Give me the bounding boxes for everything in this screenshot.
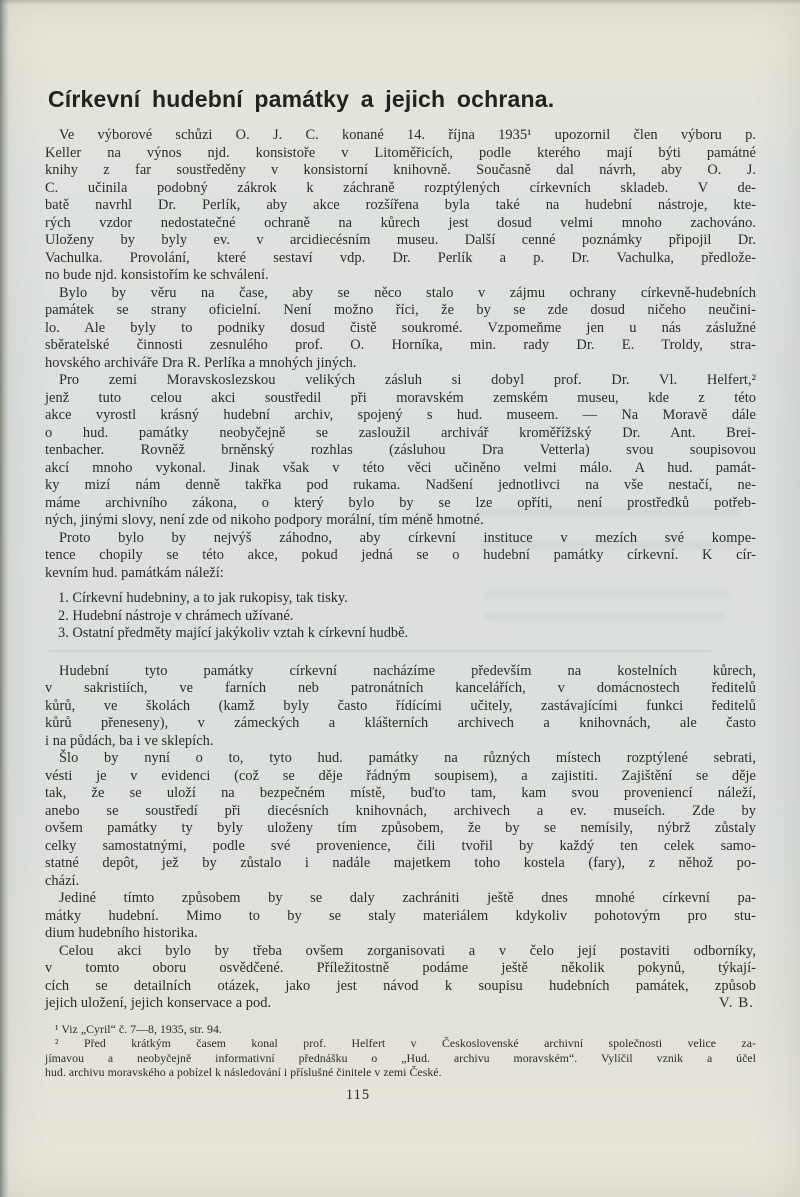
paragraph-line: lo. Ale byly to podniky dosud čistě soukromé. Vzpomeňme jen u nás záslužné [45,319,756,336]
paragraph-line: tak, že se uloží na bezpečném místě, buďto tam, kam svou proveniencí náleží, [45,785,756,801]
paragraph-line: batě navrhl Dr. Perlík, aby akce rozšířena byla také na hudební nástroje, kte- [45,197,756,213]
paragraph-line: Proto bylo by nejvýš záhodno, aby církevní instituce v mezích své kompe- [59,529,756,546]
paragraph [45,285,756,373]
paragraph [45,943,756,1013]
paragraph-line: vésti je v evidenci (což se děje řádným soupisem), a zajistiti. Zajištění se děje [45,767,756,784]
paragraph-line: tenbacher. Rovněž brněnský rozhlas (zásluhou Dra Vetterla) svou soupisovou [45,442,756,458]
paragraph-line: mátky hudební. Mimo to by se staly materiálem kdykoliv pohotovým pro stu- [45,907,756,924]
paragraph [45,530,756,583]
author-initials: V. B. [718,995,754,1011]
scan-edge-shadow [0,0,9,1197]
paragraph-line: ovšem památky ty byly uloženy tím způsobem, že by se nemísily, nýbrž zůstaly [45,820,756,836]
paragraph-line: Uloženy by byly ev. v arcidiecésním museu. Další cenné poznámky připojil Dr. [45,232,756,248]
paragraph-line: Keller na výnos njd. konsistoře v Litoměřicích, podle kterého mají býti památné [45,144,756,161]
footnote-line: jímavou a neobyčejně informativní přednášku o „Hud. archivu moravském“. Vylíčil vznik a účel [45,1050,756,1065]
paragraph-line: Šlo by nyní o to, tyto hud. památky na různých místech rozptýlené sebrati, [59,750,756,766]
paragraph-line: ky mizí nám denně takřka pod rukama. Nadšení jednotlivci na vše nestačí, ne- [45,477,756,493]
paragraph-line: hovského archiváře Dra R. Perlíka a mnohých jiných. [45,354,357,371]
paragraph-line: knihy z far soustředěny v konsistorní knihovně. Současně dal návrh, aby O. J. [45,162,756,178]
paragraph-line: rých vzdor nedostatečné ochraně na kůrech jest dosud velmi mnoho zachováno. [45,214,756,231]
paragraph-line: akcí mnoho vykonal. Jinak však v této věci učiněno velmi málo. A hud. památ- [45,459,756,476]
paragraph-line: Celou akci bylo by třeba ovšem zorganisovati a v čelo její postaviti odborníky, [59,942,756,959]
article-content [45,127,756,1080]
paragraph-line: v sakristiích, ve farních neb patronátních kancelářích, v domácnostech ředitelů [45,680,756,696]
paragraph-line: statné depôt, jež by zůstalo i nadále majetkem toho kostela (fary), z něhož po- [45,855,756,871]
paragraph-line: celky samostatnými, podle své provenience, čili tvořil by každý ten celek samo- [45,837,756,854]
paragraph [45,127,756,285]
page-number: 115 [345,1087,371,1103]
paragraph-line: Ve výborové schůzi O. J. C. konané 14. října 1935¹ upozornil člen výboru p. [59,127,756,143]
paragraph-line: tence chopily se této akce, pokud jedná se o hudební památky církevní. K cír- [45,547,756,563]
footnote-line: hud. archivu moravského a pobízel k následování i příslušné činitele v zemi České. [45,1065,442,1080]
paragraph-line: akce vyrostl krásný hudební archiv, spojený s hud. museem. — Na Moravě dále [45,407,756,423]
paragraph-line: máme archivního zákona, o který bylo by se lze opříti, není prostředků potřeb- [45,494,756,511]
paragraph-line: Pro zemi Moravskoslezskou velikých zásluh si dobyl prof. Dr. Vl. Helfert,² [59,372,756,388]
paragraph [45,663,756,751]
paragraph-line: dium hudebního historika. [45,925,198,941]
paragraph-line: jenž tuto celou akci soustředil při moravském zemském museu, kde z této [45,389,756,406]
paragraph-line: cích se detailních otázek, jako jest návod k soupisu hudebních památek, způsob [45,977,756,994]
footnote [45,1036,756,1080]
footnotes [45,1022,756,1080]
paragraph-line: Hudební tyto památky církevní nacházíme především na kostelních kůrech, [59,662,756,679]
paragraph-line: no bude njd. konsistořím ke schválení. [45,267,269,283]
article-title: Církevní hudební památky a jejich ochrana. [48,86,555,112]
list-item: 1. Církevní hudebniny, a to jak rukopisy, tak tisky. [58,590,348,606]
footnote-line: ² Před krátkým časem konal prof. Helfert v Československé archivní společnosti velice za- [55,1036,756,1051]
article-body [45,127,756,1013]
numbered-list [45,590,756,643]
list-item: 2. Hudební nástroje v chrámech užívané. [58,607,294,624]
scan-top-shadow [0,0,800,5]
paragraph-line: ných, jinými slovy, není zde od nikoho podpory morální, tím méně hmotné. [45,512,484,528]
paragraph-line-text: jejich uložení, jejich konservace a pod. [45,995,272,1011]
list-item: 3. Ostatní předměty mající jakýkoliv vztah k církevní hudbě. [58,625,409,641]
paragraph-line: kevním hud. památkám náleží: [45,564,224,581]
paragraph-line: sběratelské činnosti zesnulého prof. O. Horníka, min. rady Dr. E. Troldy, stra- [45,337,756,353]
paragraph [45,750,756,890]
paragraph-line: kůrů, ve školách (kamž byly často řídícími učitely, zastávajícími funkci ředitelů [45,697,756,714]
paragraph-line: v tomto oboru osvědčené. Příležitostně podáme ještě několik pokynů, týkají- [45,960,756,976]
paragraph-line: chází. [45,872,80,889]
paragraph-line: Vachulka. Provolání, které sestaví vdp. Dr. Perlík a p. Dr. Vachulka, předlože- [45,249,756,266]
paragraph-line: C. učinila podobný zákrok k záchraně rozptýlených církevních skladeb. V de- [45,179,756,196]
paragraph-line: o hud. památky neobyčejně se zasloužil archivář kroměřížský Dr. Ant. Brei- [45,424,756,441]
paragraph-line: anebo se soustředí při diecésních knihovnách, archivech a ev. museích. Zde by [45,802,756,819]
paragraph [45,372,756,530]
paragraph-line: Bylo by věru na čase, aby se něco stalo v zájmu ochrany církevně-hudebních [59,284,756,301]
footnote-line: ¹ Viz „Cyril“ č. 7—8, 1935, str. 94. [55,1021,222,1036]
footnote [45,1022,756,1037]
paragraph-line: památek se strany oficielní. Není možno říci, že by se zde dosud ničeho neučini- [45,302,756,318]
paragraph-line: Jediné tímto způsobem by se daly zachrániti ještě dnes mnohé církevní pa- [59,890,756,906]
paragraph-line: i na půdách, ba i ve sklepích. [45,732,214,749]
paragraph-line [45,995,756,1013]
paragraph [45,890,756,943]
paragraph-line: kůrů přeneseny), v zámeckých a klášterních archivech a knihovnách, ale často [45,715,756,731]
